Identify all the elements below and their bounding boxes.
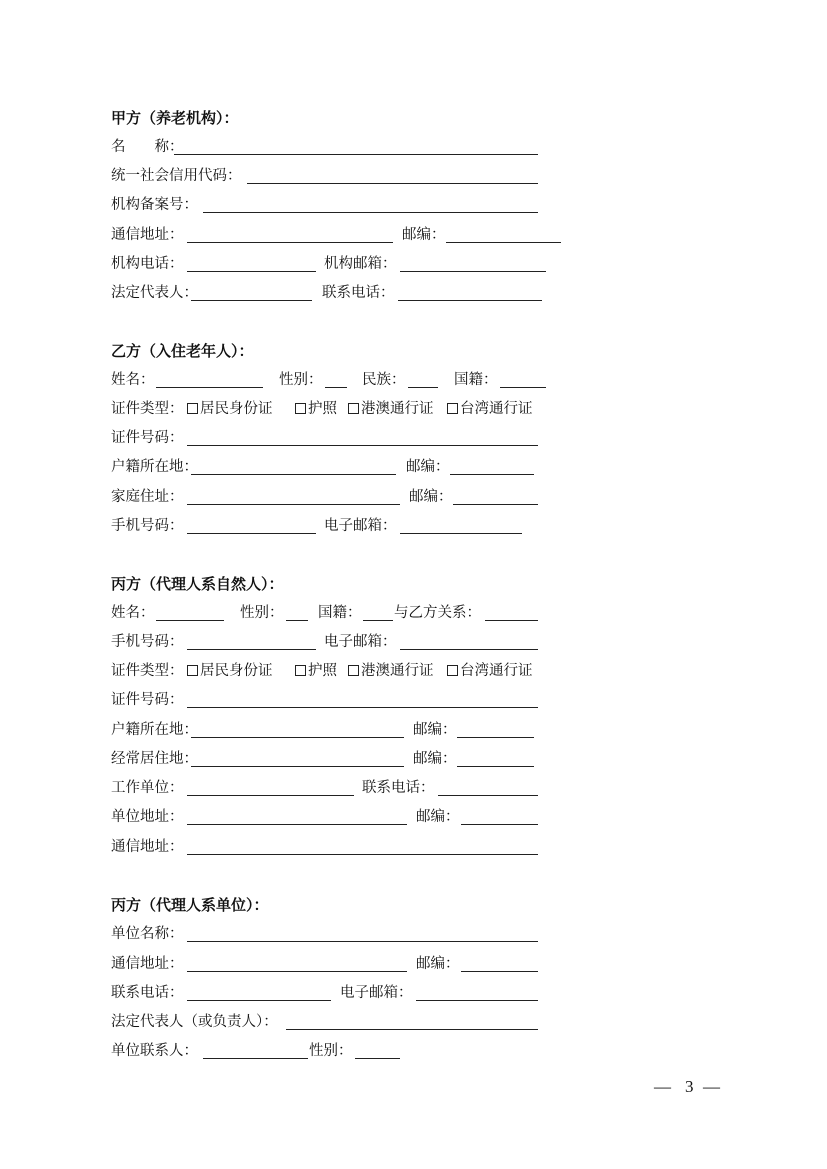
party-c-person-name-label: 姓名： <box>111 605 155 621</box>
party-c-person-id-type-option[interactable] <box>348 661 434 681</box>
party-b-gender-field[interactable] <box>325 387 347 388</box>
party-c-person-name-field[interactable] <box>156 620 224 621</box>
party-c-org-address-field[interactable] <box>187 971 407 972</box>
party-c-person-id-type-option-label: 护照 <box>308 663 337 679</box>
party-b-postcode-label: 邮编： <box>406 459 450 475</box>
party-c-person-employer-label: 工作单位： <box>111 780 184 796</box>
party-b-household-label: 户籍所在地： <box>111 459 198 475</box>
party-c-person-postcode-label: 邮编： <box>413 722 457 738</box>
party-b-postcode-field[interactable] <box>450 474 534 475</box>
party-a-address-field[interactable] <box>187 242 393 243</box>
party-c-person-postcode-field[interactable] <box>457 737 534 738</box>
party-a-legal-rep-label: 法定代表人： <box>111 285 198 301</box>
party-c-person-id-no-field[interactable] <box>187 707 538 708</box>
party-b-mobile-row <box>111 516 571 536</box>
party-b-ethnicity-field[interactable] <box>408 387 438 388</box>
party-c-org-phone-label: 联系电话： <box>111 985 184 1001</box>
party-a-legal-rep-row <box>111 283 571 303</box>
party-a-credit-code-field[interactable] <box>247 183 538 184</box>
party-c-person-id-type-option-label: 港澳通行证 <box>361 663 434 679</box>
party-c-person-employer-postcode-field[interactable] <box>461 824 538 825</box>
checkbox-icon[interactable] <box>348 403 359 414</box>
party-b-home-postcode-field[interactable] <box>453 504 538 505</box>
party-c-org-contact-row <box>111 1041 571 1061</box>
party-b-name-label: 姓名： <box>111 372 155 388</box>
party-c-person-residence-postcode-label: 邮编： <box>413 751 457 767</box>
page-number: 3 <box>685 1077 694 1096</box>
party-b-id-type-option-label: 护照 <box>308 401 337 417</box>
checkbox-icon[interactable] <box>295 403 306 414</box>
party-c-org-address-row <box>111 954 571 974</box>
party-c-person-employer-row <box>111 778 571 798</box>
party-b-email-label: 电子邮箱： <box>324 518 397 534</box>
party-c-person-relation-field[interactable] <box>485 620 538 621</box>
party-b-name-row <box>111 370 571 390</box>
checkbox-icon[interactable] <box>187 403 198 414</box>
party-b-id-type-option[interactable] <box>447 399 533 419</box>
party-c-person-address-field[interactable] <box>187 854 538 855</box>
party-c-person-id-no-row <box>111 690 571 710</box>
party-c-org-legal-rep-row <box>111 1012 571 1032</box>
checkbox-icon[interactable] <box>187 665 198 676</box>
party-a-phone-row <box>111 254 571 274</box>
party-b-id-type-option[interactable] <box>187 399 273 419</box>
party-b-gender-label: 性别： <box>279 372 323 388</box>
party-b-heading: 乙方（入住老年人）： <box>111 342 254 360</box>
party-c-person-employer-field[interactable] <box>187 795 354 796</box>
party-c-person-mobile-row <box>111 632 571 652</box>
party-c-person-heading: 丙方（代理人系自然人）： <box>111 575 284 593</box>
party-a-contact-phone-field[interactable] <box>398 300 542 301</box>
party-b-household-row <box>111 457 571 477</box>
party-c-org-legal-rep-label: 法定代表人（或负责人）： <box>111 1014 278 1030</box>
party-c-org-gender-label: 性别： <box>309 1043 353 1059</box>
party-a-credit-code-label: 统一社会信用代码： <box>111 168 242 184</box>
party-c-org-email-field[interactable] <box>416 1000 538 1001</box>
party-c-person-nationality-label: 国籍： <box>318 605 362 621</box>
party-a-postcode-label: 邮编： <box>402 227 446 243</box>
party-a-legal-rep-field[interactable] <box>191 300 312 301</box>
party-c-org-phone-field[interactable] <box>187 1000 331 1001</box>
party-a-email-label: 机构邮箱： <box>324 256 397 272</box>
party-a-name-row <box>111 137 571 157</box>
party-c-org-name-field[interactable] <box>187 941 538 942</box>
party-a-filing-field[interactable] <box>203 212 538 213</box>
party-b-id-type-row <box>111 399 571 419</box>
party-c-person-mobile-label: 手机号码： <box>111 634 184 650</box>
party-b-id-no-row <box>111 428 571 448</box>
party-b-home-label: 家庭住址： <box>111 489 184 505</box>
party-b-nationality-label: 国籍： <box>454 372 498 388</box>
party-a-filing-label: 机构备案号： <box>111 197 198 213</box>
party-b-id-type-option[interactable] <box>295 399 337 419</box>
party-c-person-employer-address-row <box>111 807 571 827</box>
party-b-name-field[interactable] <box>156 387 263 388</box>
party-c-person-household-field[interactable] <box>191 737 404 738</box>
party-c-org-name-row <box>111 924 571 944</box>
party-b-household-field[interactable] <box>191 474 396 475</box>
party-c-person-id-type-option[interactable] <box>447 661 533 681</box>
party-b-id-type-option-label: 台湾通行证 <box>460 401 533 417</box>
party-b-id-no-label: 证件号码： <box>111 430 184 446</box>
checkbox-icon[interactable] <box>447 665 458 676</box>
party-b-id-no-field[interactable] <box>187 445 538 446</box>
party-c-person-id-type-option[interactable] <box>295 661 337 681</box>
party-b-id-type-option[interactable] <box>348 399 434 419</box>
party-b-home-row <box>111 487 571 507</box>
party-c-person-residence-postcode-field[interactable] <box>457 766 534 767</box>
party-c-person-gender-label: 性别： <box>240 605 284 621</box>
party-c-person-mobile-field[interactable] <box>187 649 316 650</box>
party-c-person-name-row <box>111 603 571 623</box>
checkbox-icon[interactable] <box>295 665 306 676</box>
party-b-mobile-label: 手机号码： <box>111 518 184 534</box>
party-c-person-id-type-option-label: 台湾通行证 <box>460 663 533 679</box>
party-c-person-nationality-field[interactable] <box>363 620 393 621</box>
checkbox-icon[interactable] <box>447 403 458 414</box>
party-a-name-field[interactable] <box>174 154 538 155</box>
page-number-dash-right: — <box>703 1077 720 1096</box>
party-b-ethnicity-label: 民族： <box>362 372 406 388</box>
party-a-credit-code-row <box>111 166 571 186</box>
party-c-org-contact-field[interactable] <box>203 1058 308 1059</box>
party-c-person-email-label: 电子邮箱： <box>324 634 397 650</box>
party-c-person-residence-label: 经常居住地： <box>111 751 198 767</box>
party-a-address-label: 通信地址： <box>111 227 184 243</box>
party-c-person-residence-row <box>111 749 571 769</box>
party-c-person-employer-postcode-label: 邮编： <box>416 809 460 825</box>
party-b-id-type-option-label: 居民身份证 <box>200 401 273 417</box>
party-a-heading: 甲方（养老机构）： <box>111 109 239 127</box>
party-c-person-id-type-option-label: 居民身份证 <box>200 663 273 679</box>
party-c-org-heading: 丙方（代理人系单位）： <box>111 896 269 914</box>
party-a-postcode-field[interactable] <box>446 242 561 243</box>
party-c-person-household-label: 户籍所在地： <box>111 722 198 738</box>
checkbox-icon[interactable] <box>348 665 359 676</box>
party-c-person-employer-address-field[interactable] <box>187 824 407 825</box>
party-c-person-employer-address-label: 单位地址： <box>111 809 184 825</box>
party-a-email-field[interactable] <box>400 271 546 272</box>
party-c-org-postcode-field[interactable] <box>461 971 538 972</box>
party-b-home-field[interactable] <box>187 504 400 505</box>
party-c-org-postcode-label: 邮编： <box>416 956 460 972</box>
party-c-org-email-label: 电子邮箱： <box>340 985 413 1001</box>
party-a-phone-field[interactable] <box>187 271 316 272</box>
party-c-org-gender-field[interactable] <box>355 1058 400 1059</box>
party-c-person-residence-field[interactable] <box>191 766 404 767</box>
party-a-phone-label: 机构电话： <box>111 256 184 272</box>
party-b-nationality-field[interactable] <box>500 387 546 388</box>
party-c-person-id-type-label: 证件类型： <box>111 663 184 679</box>
page-number-dash-left: — <box>654 1077 671 1096</box>
party-b-email-field[interactable] <box>400 533 522 534</box>
party-c-person-contact-phone-field[interactable] <box>438 795 538 796</box>
party-c-person-relation-label: 与乙方关系： <box>394 605 481 621</box>
party-c-person-gender-field[interactable] <box>286 620 308 621</box>
party-c-person-contact-phone-label: 联系电话： <box>362 780 435 796</box>
party-c-person-address-row <box>111 837 571 857</box>
party-c-person-id-no-label: 证件号码： <box>111 692 184 708</box>
party-b-id-type-option-label: 港澳通行证 <box>361 401 434 417</box>
party-a-name-label: 名 称： <box>111 139 184 155</box>
party-b-id-type-label: 证件类型： <box>111 401 184 417</box>
party-c-org-contact-label: 单位联系人： <box>111 1043 198 1059</box>
party-c-org-address-label: 通信地址： <box>111 956 184 972</box>
party-a-address-row <box>111 225 571 245</box>
party-b-mobile-field[interactable] <box>187 533 316 534</box>
party-b-home-postcode-label: 邮编： <box>409 489 453 505</box>
party-c-person-household-row <box>111 720 571 740</box>
party-c-org-name-label: 单位名称： <box>111 926 184 942</box>
party-c-person-id-type-row <box>111 661 571 681</box>
party-c-person-id-type-option[interactable] <box>187 661 273 681</box>
party-a-filing-row <box>111 195 571 215</box>
party-c-person-address-label: 通信地址： <box>111 839 184 855</box>
party-a-contact-phone-label: 联系电话： <box>322 285 395 301</box>
party-c-org-legal-rep-field[interactable] <box>286 1029 538 1030</box>
party-c-person-email-field[interactable] <box>400 649 538 650</box>
party-c-org-phone-row <box>111 983 571 1003</box>
